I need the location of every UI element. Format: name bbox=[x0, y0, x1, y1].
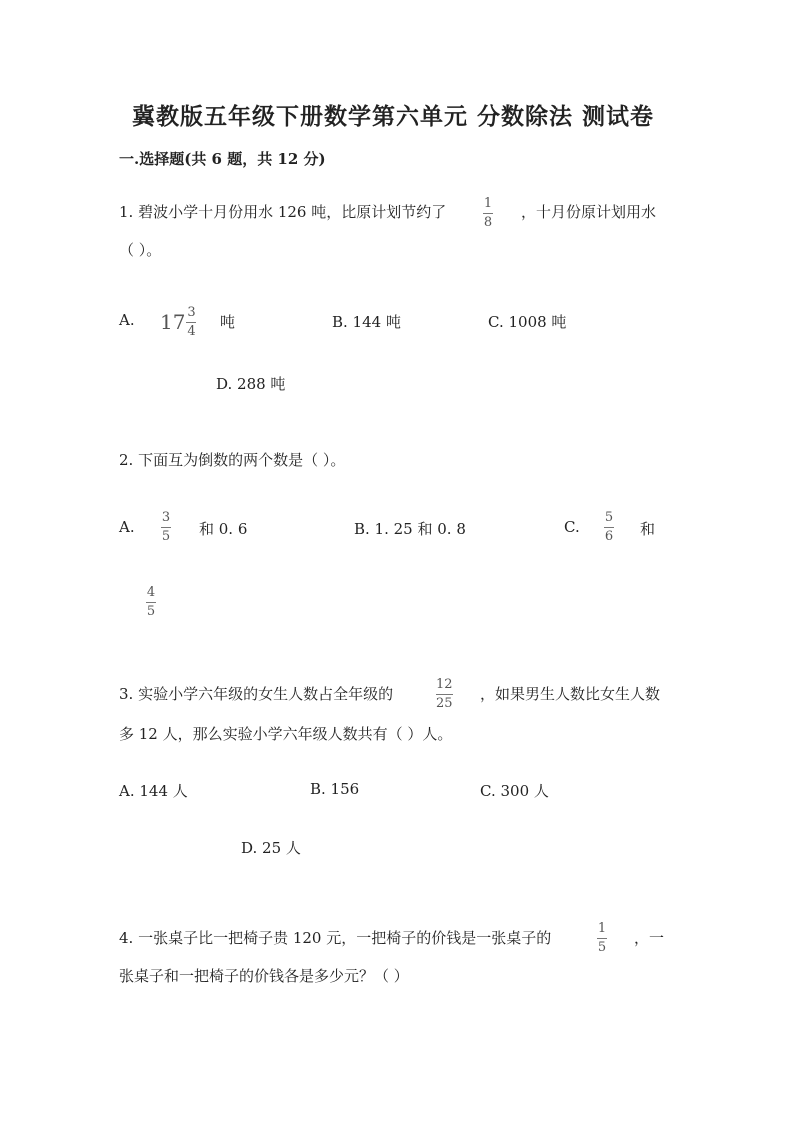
q1-option-a-mixed-number bbox=[160, 305, 196, 339]
fraction-bar bbox=[146, 602, 156, 603]
q3-line1-tail: ，如果男生人数比女生人数 bbox=[480, 685, 661, 703]
q2-line1-text: 2. 下面互为倒数的两个数是（ ）。 bbox=[119, 451, 346, 469]
q1-option-a-unit: 吨 bbox=[220, 313, 236, 331]
q2-option-c-fraction bbox=[604, 510, 614, 544]
q3-fraction-numerator: 12 bbox=[436, 677, 453, 692]
fraction-bar bbox=[186, 322, 196, 323]
q2-option-c-denominator-2: 5 bbox=[146, 604, 156, 619]
q2-option-c-denominator: 6 bbox=[604, 529, 614, 544]
section-heading: 一.选择题(共 6 题，共 12 分) bbox=[119, 150, 326, 168]
q3-option-c: C. 300 人 bbox=[480, 782, 549, 800]
q2-option-a-label: A. bbox=[119, 518, 135, 536]
q4-fraction-denominator: 5 bbox=[597, 940, 607, 955]
q2-option-c-text: 和 bbox=[640, 520, 656, 538]
q2-option-b: B. 1. 25 和 0. 8 bbox=[354, 520, 466, 538]
q2-option-a-text: 和 0. 6 bbox=[199, 520, 248, 538]
q2-option-c-fraction-2 bbox=[146, 585, 156, 619]
page-title: 冀教版五年级下册数学第六单元 分数除法 测试卷 bbox=[132, 103, 655, 130]
q3-option-a: A. 144 人 bbox=[119, 782, 188, 800]
q3-option-d: D. 25 人 bbox=[241, 839, 301, 857]
q4-line2-text: 张桌子和一把椅子的价钱各是多少元？（ ） bbox=[119, 967, 409, 985]
q1-line1-tail: ，十月份原计划用水 bbox=[521, 203, 657, 221]
q3-fraction-denominator: 25 bbox=[436, 696, 453, 711]
q1-line1-text: 1. 碧波小学十月份用水 126 吨，比原计划节约了 bbox=[119, 203, 447, 221]
q2-option-a-denominator: 5 bbox=[161, 529, 171, 544]
q3-fraction bbox=[436, 677, 453, 711]
fraction-bar bbox=[597, 938, 607, 939]
q1-option-c: C. 1008 吨 bbox=[488, 313, 567, 331]
q1-option-d: D. 288 吨 bbox=[216, 375, 286, 393]
q1-option-a-label: A. bbox=[119, 311, 135, 329]
q1-option-a-fraction bbox=[186, 305, 196, 339]
q3-option-b: B. 156 bbox=[310, 780, 360, 798]
q4-fraction-numerator: 1 bbox=[597, 921, 607, 936]
q3-line2-text: 多 12 人，那么实验小学六年级人数共有（ ）人。 bbox=[119, 725, 453, 743]
q1-option-b: B. 144 吨 bbox=[332, 313, 401, 331]
q1-option-a-denominator: 4 bbox=[187, 324, 196, 339]
q1-fraction bbox=[483, 196, 493, 230]
q4-line1-text: 4. 一张桌子比一把椅子贵 120 元，一把椅子的价钱是一张桌子的 bbox=[119, 929, 552, 947]
fraction-bar bbox=[161, 527, 171, 528]
q4-fraction bbox=[597, 921, 607, 955]
q4-line1-tail: ，一 bbox=[634, 929, 665, 947]
q3-line1-text: 3. 实验小学六年级的女生人数占全年级的 bbox=[119, 685, 394, 703]
q1-option-a-numerator: 3 bbox=[187, 305, 196, 320]
q2-option-c-numerator: 5 bbox=[604, 510, 614, 525]
q1-option-a-whole: 17 bbox=[160, 310, 186, 334]
q1-fraction-numerator: 1 bbox=[483, 196, 493, 211]
fraction-bar bbox=[483, 213, 493, 214]
q1-fraction-denominator: 8 bbox=[483, 215, 493, 230]
q2-option-a-fraction bbox=[161, 510, 171, 544]
q2-option-a-numerator: 3 bbox=[161, 510, 171, 525]
fraction-bar bbox=[604, 527, 614, 528]
q2-option-c-label: C. bbox=[564, 518, 580, 536]
q1-line2-text: （ ）。 bbox=[119, 241, 162, 259]
fraction-bar bbox=[436, 694, 453, 695]
q2-option-c-numerator-2: 4 bbox=[146, 585, 156, 600]
